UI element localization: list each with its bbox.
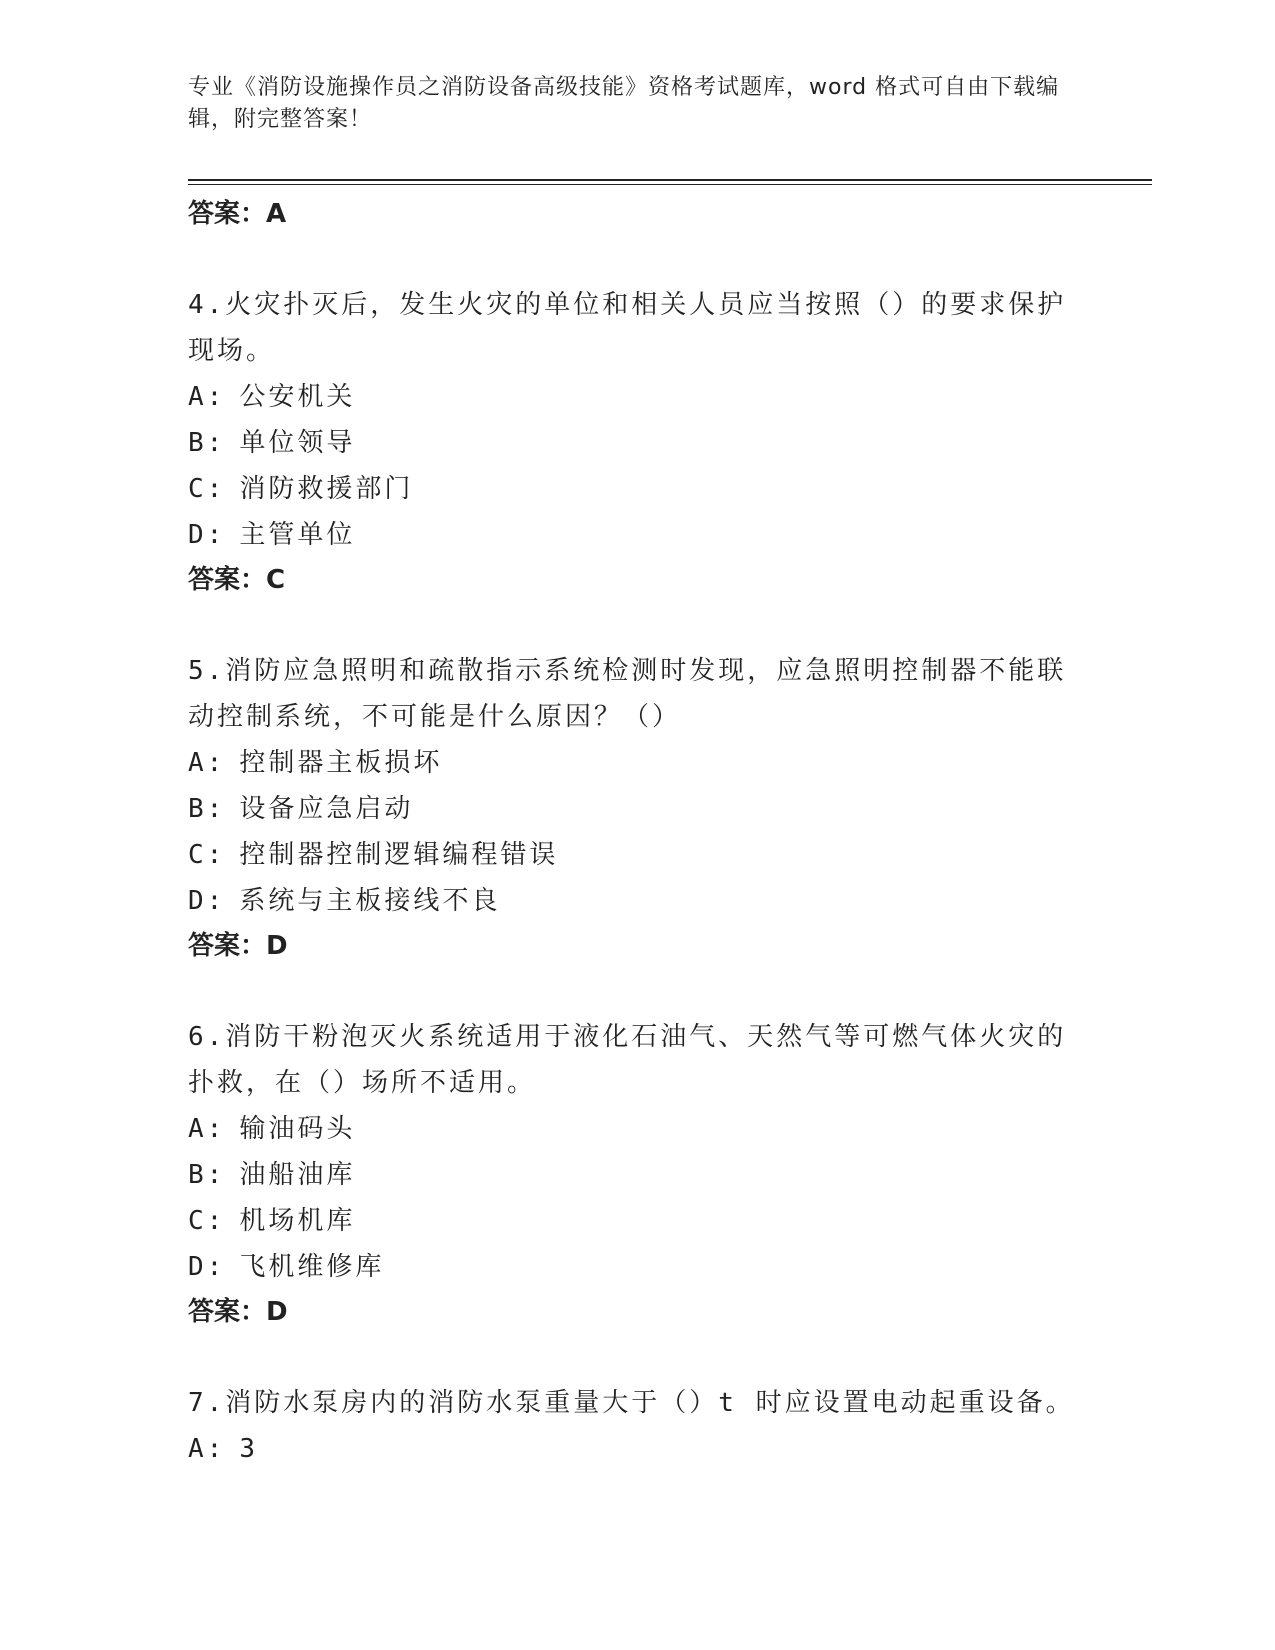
question-answer: 答案：C bbox=[188, 565, 286, 595]
option-text: 机场机库 bbox=[239, 1206, 356, 1236]
option-label: C: bbox=[188, 840, 226, 870]
question-7 bbox=[188, 1380, 1088, 1472]
question-6 bbox=[188, 1014, 1088, 1334]
option-label: A: bbox=[188, 1434, 226, 1464]
option-label: D: bbox=[188, 1252, 226, 1282]
question-stem: 7.消防水泵房内的消防水泵重量大于（）t 时应设置电动起重设备。 bbox=[188, 1388, 1075, 1418]
option-text: 单位领导 bbox=[239, 428, 356, 458]
question-stem: 4.火灾扑灭后，发生火灾的单位和相关人员应当按照（）的要求保护现场。 bbox=[188, 290, 1067, 366]
option-text: 3 bbox=[239, 1434, 258, 1464]
question-stem: 6.消防干粉泡灭火系统适用于液化石油气、天然气等可燃气体火灾的扑救，在（）场所不适用。 bbox=[188, 1022, 1067, 1098]
option-label: B: bbox=[188, 1160, 226, 1190]
option-label: A: bbox=[188, 748, 226, 778]
option-label: B: bbox=[188, 794, 226, 824]
option-label: A: bbox=[188, 1114, 226, 1144]
option-text: 主管单位 bbox=[239, 520, 356, 550]
option-b bbox=[188, 420, 1088, 466]
option-d bbox=[188, 512, 1088, 558]
question-answer: 答案：D bbox=[188, 931, 288, 961]
option-c bbox=[188, 466, 1088, 512]
option-text: 飞机维修库 bbox=[239, 1252, 385, 1282]
option-label: C: bbox=[188, 1206, 226, 1236]
header-divider-thin bbox=[188, 184, 1152, 185]
option-d bbox=[188, 878, 1088, 924]
option-a bbox=[188, 740, 1088, 786]
option-label: B: bbox=[188, 428, 226, 458]
option-a bbox=[188, 1426, 1088, 1472]
option-d bbox=[188, 1244, 1088, 1290]
document-header: 专业《消防设施操作员之消防设备高级技能》资格考试题库，word 格式可自由下载编辑，附完整答案！ bbox=[188, 75, 1060, 132]
option-text: 设备应急启动 bbox=[239, 794, 414, 824]
option-text: 控制器主板损坏 bbox=[239, 748, 443, 778]
question-answer: 答案：D bbox=[188, 1297, 288, 1327]
option-b bbox=[188, 1152, 1088, 1198]
option-text: 输油码头 bbox=[239, 1114, 356, 1144]
option-text: 油船油库 bbox=[239, 1160, 356, 1190]
question-stem: 5.消防应急照明和疏散指示系统检测时发现，应急照明控制器不能联动控制系统，不可能是什么原因？（） bbox=[188, 656, 1067, 732]
option-b bbox=[188, 786, 1088, 832]
option-text: 消防救援部门 bbox=[239, 474, 414, 504]
option-label: A: bbox=[188, 382, 226, 412]
option-c bbox=[188, 832, 1088, 878]
question-5 bbox=[188, 648, 1088, 968]
option-c bbox=[188, 1198, 1088, 1244]
option-label: D: bbox=[188, 520, 226, 550]
question-list bbox=[188, 192, 1088, 1472]
option-text: 控制器控制逻辑编程错误 bbox=[239, 840, 559, 870]
option-text: 公安机关 bbox=[239, 382, 356, 412]
header-divider-thick bbox=[188, 179, 1152, 181]
option-a bbox=[188, 1106, 1088, 1152]
option-a bbox=[188, 374, 1088, 420]
previous-question-answer: 答案：A bbox=[188, 199, 287, 229]
question-4 bbox=[188, 282, 1088, 602]
option-text: 系统与主板接线不良 bbox=[239, 886, 501, 916]
option-label: D: bbox=[188, 886, 226, 916]
option-label: C: bbox=[188, 474, 226, 504]
